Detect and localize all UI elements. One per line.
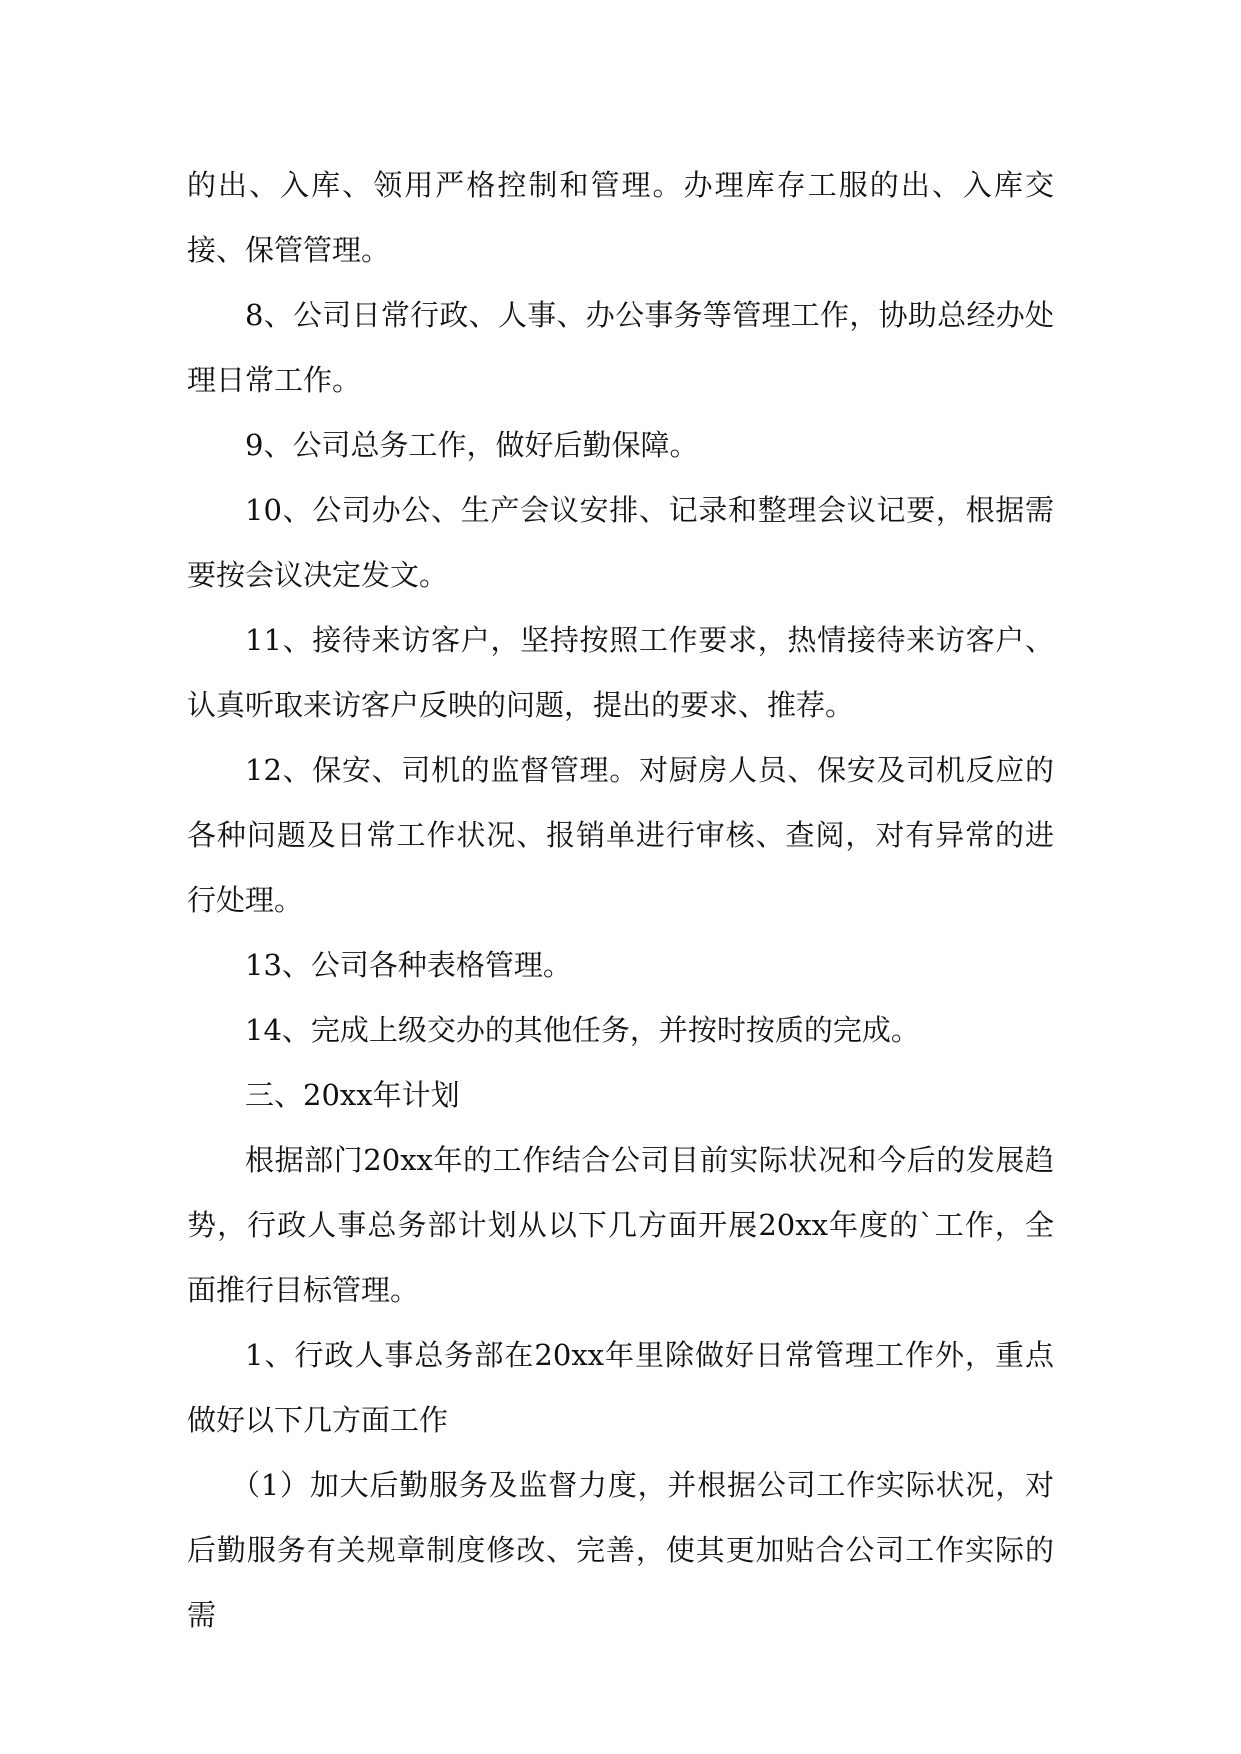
paragraph-item-14: 14、完成上级交办的其他任务，并按时按质的完成。 bbox=[245, 1013, 920, 1047]
paragraph-plan-intro: 根据部门20xx年的工作结合公司目前实际状况和今后的发展趋势，行政人事总务部计划从以下几方面开展20xx年度的`工作，全面推行目标管理。 bbox=[187, 1143, 1054, 1307]
paragraph-plan-subitem-1: （1）加大后勤服务及监督力度，并根据公司工作实际状况，对后勤服务有关规章制度修改、完善，使其更加贴合公司工作实际的需 bbox=[187, 1468, 1054, 1632]
paragraph-plan-item-1: 1、行政人事总务部在20xx年里除做好日常管理工作外，重点做好以下几方面工作 bbox=[187, 1338, 1054, 1437]
paragraph-item-10: 10、公司办公、生产会议安排、记录和整理会议记要，根据需要按会议决定发文。 bbox=[187, 493, 1054, 592]
section-heading-plan: 三、20xx年计划 bbox=[245, 1078, 460, 1112]
paragraph-item-8: 8、公司日常行政、人事、办公事务等管理工作，协助总经办处理日常工作。 bbox=[187, 298, 1054, 397]
document-body bbox=[187, 153, 1054, 1648]
paragraph-item-11: 11、接待来访客户，坚持按照工作要求，热情接待来访客户、认真听取来访客户反映的问题，提出的要求、推荐。 bbox=[187, 623, 1054, 722]
paragraph-warehouse-control: 的出、入库、领用严格控制和管理。办理库存工服的出、入库交接、保管管理。 bbox=[187, 168, 1054, 267]
paragraph-item-9: 9、公司总务工作，做好后勤保障。 bbox=[245, 428, 699, 462]
paragraph-item-12: 12、保安、司机的监督管理。对厨房人员、保安及司机反应的各种问题及日常工作状况、报销单进行审核、查阅，对有异常的进行处理。 bbox=[187, 753, 1054, 917]
paragraph-item-13: 13、公司各种表格管理。 bbox=[245, 948, 572, 982]
